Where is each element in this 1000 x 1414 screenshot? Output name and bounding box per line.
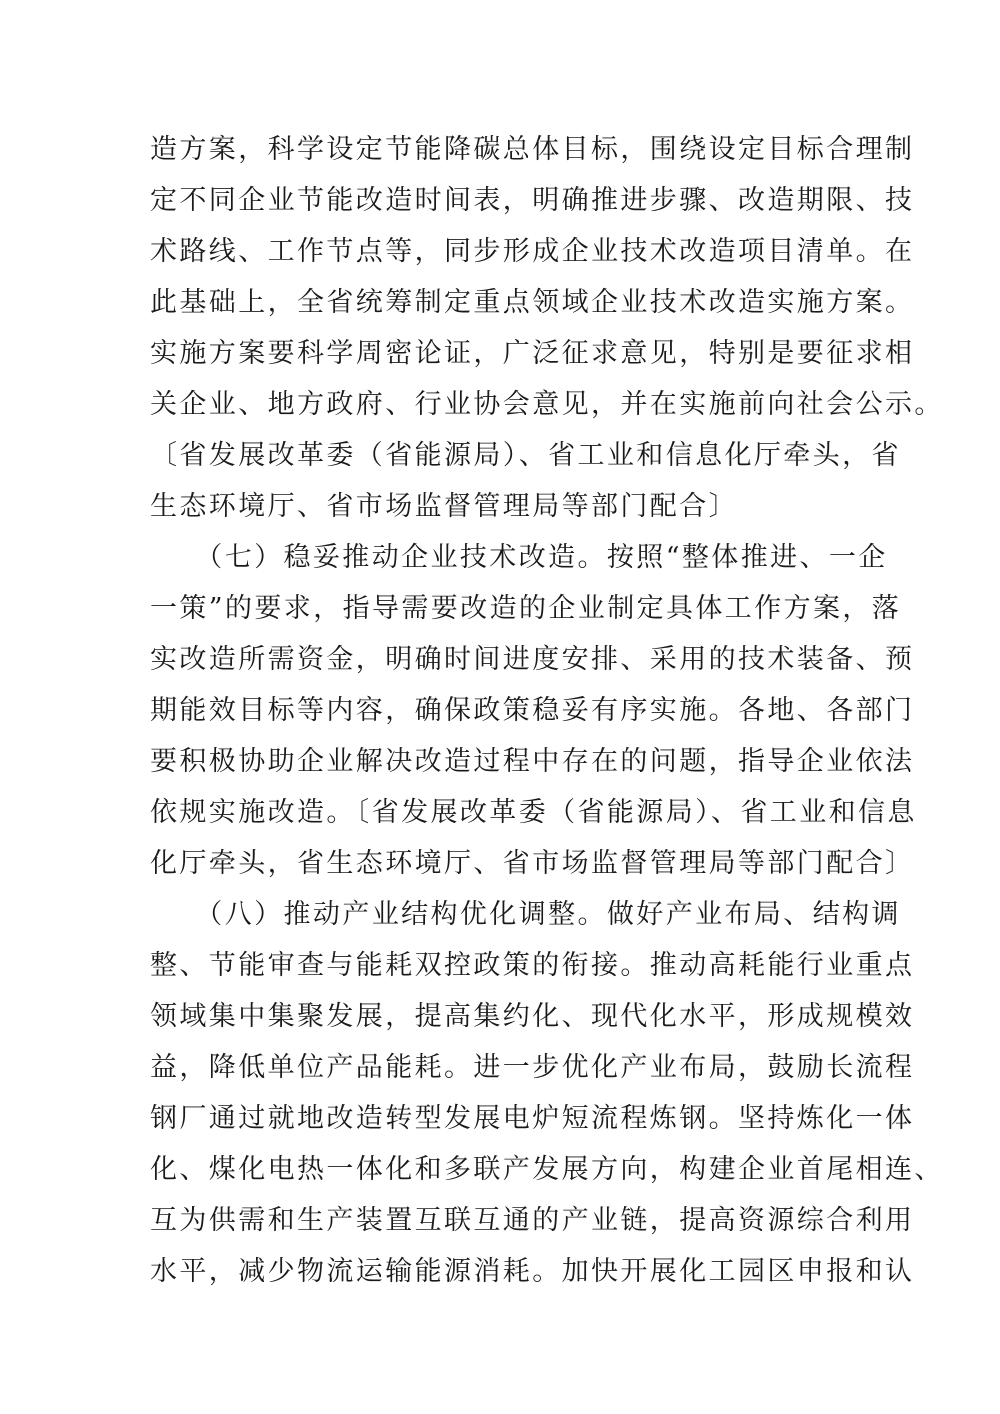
text-line: 造方案，科学设定节能降碳总体目标，围绕设定目标合理制 [150, 134, 915, 165]
text-line: 水平，减少物流运输能源消耗。加快开展化工园区申报和认 [150, 1256, 915, 1287]
text-line: 要积极协助企业解决改造过程中存在的问题，指导企业依法 [150, 746, 915, 777]
text-line: 益，降低单位产品能耗。进一步优化产业布局，鼓励长流程 [150, 1052, 915, 1083]
document-body [150, 124, 944, 1297]
text-line: 领域集中集聚发展，提高集约化、现代化水平，形成规模效 [150, 1001, 915, 1032]
text-line: 生态环境厅、省市场监督管理局等部门配合〕 [150, 491, 738, 522]
text-line: 实施方案要科学周密论证，广泛征求意见，特别是要征求相 [150, 338, 915, 369]
text-line: 一策”的要求，指导需要改造的企业制定具体工作方案，落 [150, 593, 902, 624]
text-line: 期能效目标等内容，确保政策稳妥有序实施。各地、各部门 [150, 695, 915, 726]
text-line: 实改造所需资金，明确时间进度安排、采用的技术装备、预 [150, 644, 915, 675]
text-line: 钢厂通过就地改造转型发展电炉短流程炼钢。坚持炼化一体 [150, 1103, 915, 1134]
text-line: 〔省发展改革委（省能源局）、省工业和信息化厅牵头，省 [150, 440, 901, 471]
text-line: 关企业、地方政府、行业协会意见，并在实施前向社会公示。 [150, 389, 944, 420]
text-line: 术路线、工作节点等，同步形成企业技术改造项目清单。在 [150, 236, 915, 267]
text-line: 定不同企业节能改造时间表，明确推进步骤、改造期限、技 [150, 185, 915, 216]
text-line: 化、煤化电热一体化和多联产发展方向，构建企业首尾相连、 [150, 1154, 944, 1185]
text-line: 化厅牵头，省生态环境厅、省市场监督管理局等部门配合〕 [150, 848, 915, 879]
text-line: 整、节能审查与能耗双控政策的衔接。推动高耗能行业重点 [150, 950, 915, 981]
text-line: 依规实施改造。〔省发展改革委（省能源局）、省工业和信息 [150, 797, 917, 828]
text-line: 互为供需和生产装置互联互通的产业链，提高资源综合利用 [150, 1205, 915, 1236]
section-heading-line: （七）稳妥推动企业技术改造。按照“整体推进、一企 [150, 542, 888, 573]
section-heading-line: （八）推动产业结构优化调整。做好产业布局、结构调 [150, 899, 901, 930]
text-line: 此基础上，全省统筹制定重点领域企业技术改造实施方案。 [150, 287, 915, 318]
